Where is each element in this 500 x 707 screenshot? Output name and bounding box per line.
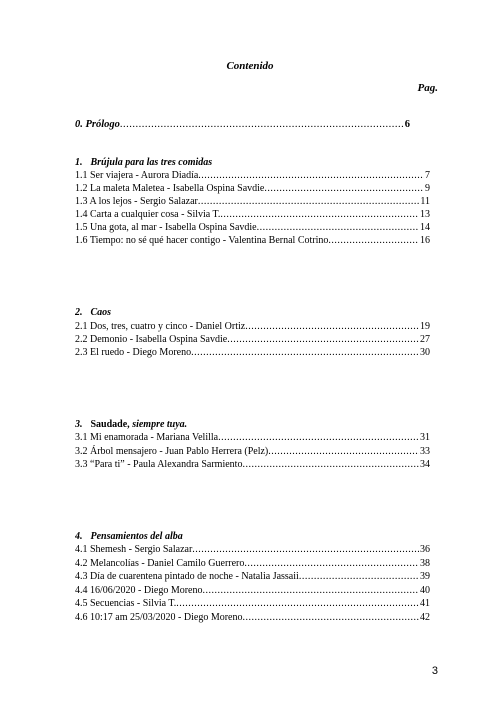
toc-page-number: 7 [425,170,430,181]
toc-page-number: 9 [425,183,430,194]
toc-entry[interactable] [75,208,430,221]
toc-entry-label: 1.5 Una gota, al mar - Isabella Ospina Savdie [75,222,257,233]
toc-entry[interactable] [75,195,430,208]
toc-entry-label: 3.3 “Para ti” - Paula Alexandra Sarmiento [75,459,243,470]
toc-entry[interactable] [75,458,430,471]
toc-page-number: 14 [420,222,430,233]
toc-page-number: 16 [420,235,430,246]
dot-leader [242,458,419,471]
toc-entry[interactable] [75,584,430,597]
toc-entry[interactable] [75,543,430,556]
toc-page-number: 41 [420,598,430,609]
toc-entry-label: 1.1 Ser viajera - Aurora Diadía [75,170,199,181]
toc-entry[interactable] [75,557,430,570]
section-heading [75,156,430,169]
dot-leader [299,570,419,583]
toc-page-number: 13 [420,209,430,220]
toc-entry-label: 4.3 Día de cuarentena pintado de noche - Natalia Jassaii [75,571,299,582]
toc-entry-label: 1.6 Tiempo: no sé qué hacer contigo - Valentina Bernal Cotrino [75,235,329,246]
toc-entry-label: 2.1 Dos, tres, cuatro y cinco - Daniel Ortiz [75,321,246,332]
dot-leader [264,182,424,195]
section-title: Brújula para las tres comidas [90,157,213,168]
toc-page-number: 33 [420,446,430,457]
toc-entry[interactable] [75,597,430,610]
toc-page-number: 30 [420,347,430,358]
section-title: siempre tuya. [132,419,188,430]
dot-leader [257,221,419,234]
toc-entry[interactable] [75,221,430,234]
section-title: Pensamientos del alba [90,531,183,542]
dot-leader [245,320,419,333]
toc-entry[interactable] [75,570,430,583]
toc-page-number: 42 [420,612,430,623]
section-heading [75,306,430,319]
toc-entry-label: 4.1 Shemesh - Sergio Salazar [75,544,193,555]
toc-entry[interactable] [75,169,430,182]
toc-page-number: 39 [420,571,430,582]
toc-entry-label: 4.2 Melancolías - Daniel Camilo Guerrero [75,558,245,569]
toc-page-number: 11 [420,196,430,207]
dot-leader [328,234,419,247]
toc-entry[interactable] [75,611,430,624]
section-number: 2. [75,307,83,318]
section-heading [75,530,430,543]
dot-leader [242,611,419,624]
toc-page-number: 40 [420,585,430,596]
toc-entry-label: 1.4 Carta a cualquier cosa - Silvia T. [75,209,221,220]
dot-leader [227,333,419,346]
dot-leader [203,584,420,597]
dot-leader [268,445,419,458]
dot-leader [192,543,419,556]
toc-entry-label: 1.3 A los lejos - Sergio Salazar [75,196,198,207]
section-heading [75,418,430,431]
page-number: 3 [431,665,438,677]
toc-page-number: 27 [420,334,430,345]
toc-entry[interactable] [75,431,430,444]
section-number: 1. [75,157,83,168]
section-number: 3. [75,419,83,430]
toc-entry[interactable] [75,445,430,458]
toc-entry-label: 1.2 La maleta Maletea - Isabella Ospina Savdie [75,183,265,194]
toc-entry[interactable] [75,320,430,333]
dot-leader [198,169,424,182]
toc-entry[interactable] [75,182,430,195]
dot-leader [220,208,419,221]
dot-leader [244,557,419,570]
dot-leader [191,346,419,359]
toc-entry-label: 4.6 10:17 am 25/03/2020 - Diego Moreno [75,612,243,623]
toc-entry[interactable] [75,333,430,346]
dot-leader [176,597,419,610]
toc-page-number: 31 [420,432,430,443]
toc-page-number: 19 [420,321,430,332]
toc-entry[interactable] [75,234,430,247]
toc-entry-label: 3.1 Mi enamorada - Mariana Velilla [75,432,219,443]
toc-entry-prologue[interactable] [75,118,410,131]
toc-page-number: 36 [420,544,430,555]
toc-page-number: 6 [404,119,410,130]
section-title: Caos [90,307,112,318]
toc-entry-label: 4.5 Secuencias - Silvia T. [75,598,177,609]
toc-entry-label: 2.2 Demonio - Isabella Ospina Savdie [75,334,228,345]
toc-entry-label: 4.4 16/06/2020 - Diego Moreno [75,585,203,596]
toc-entry-label: 2.3 El ruedo - Diego Moreno [75,347,192,358]
toc-title: Contenido [226,60,274,72]
toc-entry[interactable] [75,346,430,359]
dot-leader [218,431,419,444]
toc-entry-label: 3.2 Árbol mensajero - Juan Pablo Herrera (Pelz) [75,446,269,457]
toc-entry-label: 0. Prólogo [75,119,120,130]
section-title-bold: Saudade, [90,419,133,430]
section-number: 4. [75,531,83,542]
toc-page-number: 38 [420,558,430,569]
page-column-label: Pag. [417,82,438,94]
dot-leader [120,118,404,131]
toc-page-number: 34 [420,459,430,470]
dot-leader [198,195,420,208]
